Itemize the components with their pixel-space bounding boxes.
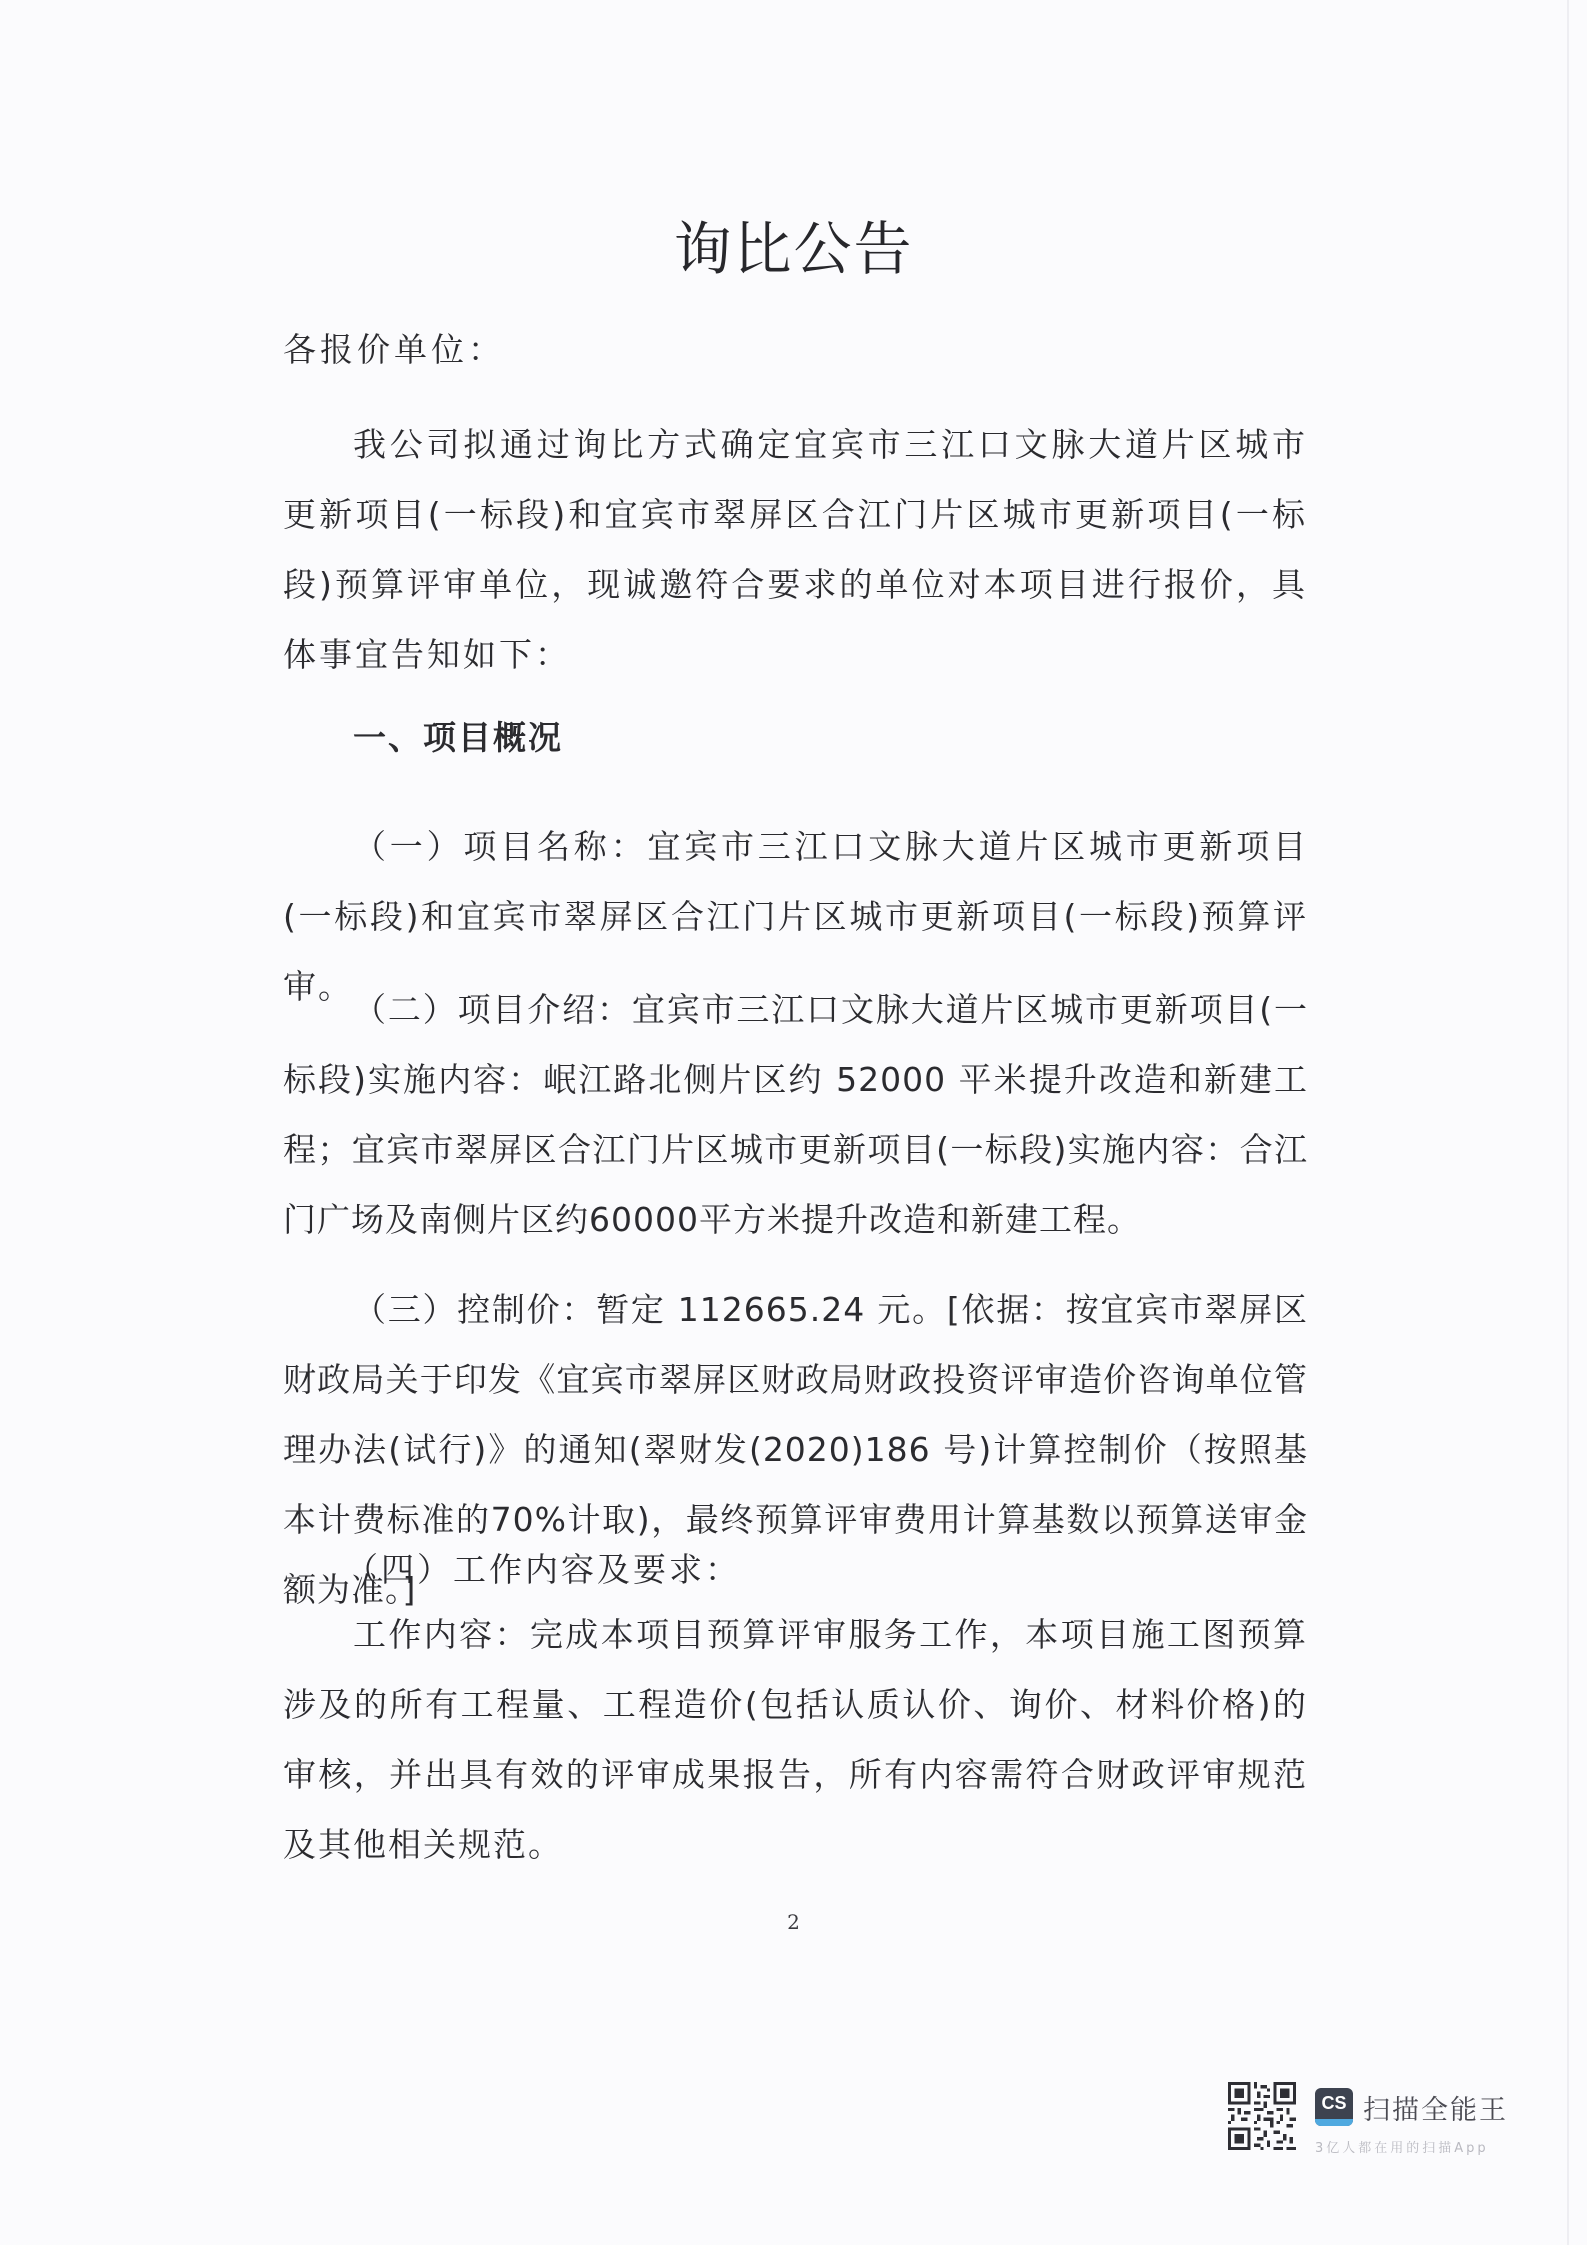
item-label: （三）控制价： xyxy=(353,1290,597,1329)
item-project-introduction xyxy=(283,975,1308,1255)
brand-slogan: 3亿人都在用的扫描App xyxy=(1315,2141,1489,2156)
item-label: （一）项目名称： xyxy=(353,827,648,866)
salutation: 各报价单位： xyxy=(283,330,505,369)
scan-edge-artifact xyxy=(1567,0,1569,2245)
camscanner-watermark xyxy=(1228,2082,1528,2162)
item-text: 宜宾市三江口文脉大道片区城市更新项目(一标段)和宜宾市翠屏区合江门片区城市更新项目(一标段)预算评审。 xyxy=(283,827,1309,1006)
item-text: 暂定 112665.24 元。[依据：按宜宾市翠屏区财政局关于印发《宜宾市翠屏区财政局财政投资评审造价咨询单位管理办法(试行)》的通知(翠财发(2020)186 号)计算控制价（按照基本计费标准的70%计取)，最终预算评审费用计算基数以预算送审金额为准。] xyxy=(283,1290,1309,1609)
item-label: （二）项目介绍： xyxy=(353,990,632,1029)
qr-code-icon xyxy=(1228,2082,1296,2150)
brand-name: 扫描全能王 xyxy=(1363,2095,1508,2126)
item-text: 宜宾市三江口文脉大道片区城市更新项目(一标段)实施内容：岷江路北侧片区约 52000 平米提升改造和新建工程；宜宾市翠屏区合江门片区城市更新项目(一标段)实施内容：合江门广场及南侧片区约60000平方米提升改造和新建工程。 xyxy=(283,990,1309,1239)
item-work-content-heading: （四）工作内容及要求： xyxy=(345,1550,741,1589)
page-number: 2 xyxy=(787,1910,800,1934)
logo-accent-bar xyxy=(1315,2119,1353,2126)
intro-paragraph: 我公司拟通过询比方式确定宜宾市三江口文脉大道片区城市更新项目(一标段)和宜宾市翠屏区合江门片区城市更新项目(一标段)预算评审单位，现诚邀符合要求的单位对本项目进行报价，具体事宜告知如下： xyxy=(283,425,1308,674)
document-title: 询比公告 xyxy=(673,215,914,283)
camscanner-logo-icon xyxy=(1315,2088,1353,2126)
section-heading-project-overview: 一、项目概况 xyxy=(353,718,563,757)
work-content-paragraph: 工作内容：完成本项目预算评审服务工作，本项目施工图预算涉及的所有工程量、工程造价(包括认质认价、询价、材料价格)的审核，并出具有效的评审成果报告，所有内容需符合财政评审规范及其他相关规范。 xyxy=(283,1615,1308,1864)
logo-text: CS xyxy=(1321,2093,1347,2113)
